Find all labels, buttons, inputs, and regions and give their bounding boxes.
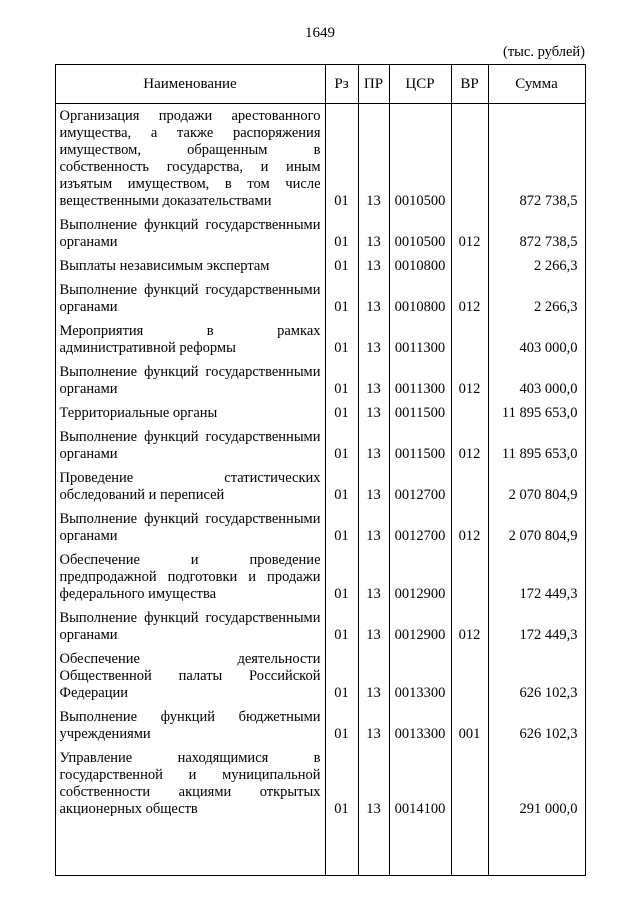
cell-sum: 172 449,3 (488, 606, 585, 647)
cell-sum: 2 266,3 (488, 278, 585, 319)
cell-csr: 0010800 (389, 278, 451, 319)
cell-rz: 01 (325, 548, 358, 606)
table-row (55, 606, 585, 647)
cell-csr: 0011300 (389, 360, 451, 401)
table-row (55, 705, 585, 746)
table-row (55, 213, 585, 254)
cell-sum: 403 000,0 (488, 319, 585, 360)
cell-csr: 0010800 (389, 254, 451, 278)
cell-sum: 2 070 804,9 (488, 507, 585, 548)
cell-name: Выполнение функций государственными органами (55, 606, 325, 647)
cell-pr: 13 (358, 319, 389, 360)
cell-pr: 13 (358, 401, 389, 425)
cell-rz: 01 (325, 647, 358, 705)
cell-csr: 0013300 (389, 647, 451, 705)
cell-pr: 13 (358, 705, 389, 746)
cell-pr: 13 (358, 278, 389, 319)
page-number: 1649 (305, 25, 335, 41)
cell-vr: 012 (451, 606, 488, 647)
table-row (55, 401, 585, 425)
cell-rz: 01 (325, 425, 358, 466)
cell-rz: 01 (325, 360, 358, 401)
cell-name: Выполнение функций государственными органами (55, 507, 325, 548)
cell-sum: 626 102,3 (488, 705, 585, 746)
cell-pr: 13 (358, 507, 389, 548)
cell-pr: 13 (358, 548, 389, 606)
cell-name: Выполнение функций государственными органами (55, 425, 325, 466)
budget-table (55, 64, 586, 876)
table-row (55, 319, 585, 360)
cell-rz: 01 (325, 254, 358, 278)
cell-pr: 13 (358, 746, 389, 821)
table-row (55, 548, 585, 606)
cell-vr (451, 466, 488, 507)
column-header-vr: ВР (451, 65, 488, 104)
cell-csr: 0012900 (389, 548, 451, 606)
cell-csr: 0012700 (389, 466, 451, 507)
cell-name: Организация продажи арестованного имущества, а также распоряжения имуществом, обращенным в собственность государства, и иным изъятым имуществом, в том числе вещественными доказательствами (55, 104, 325, 214)
cell-name: Выплаты независимым экспертам (55, 254, 325, 278)
cell-csr: 0010500 (389, 104, 451, 214)
table-row (55, 104, 585, 214)
cell-csr: 0011300 (389, 319, 451, 360)
cell-name: Выполнение функций бюджетными учреждениями (55, 705, 325, 746)
cell-vr (451, 254, 488, 278)
cell-sum: 172 449,3 (488, 548, 585, 606)
cell-pr: 13 (358, 466, 389, 507)
cell-vr: 012 (451, 507, 488, 548)
cell-sum: 626 102,3 (488, 647, 585, 705)
cell-sum: 291 000,0 (488, 746, 585, 821)
cell-vr: 012 (451, 425, 488, 466)
column-header-rz: Рз (325, 65, 358, 104)
cell-rz: 01 (325, 606, 358, 647)
cell-sum: 872 738,5 (488, 104, 585, 214)
table-row (55, 466, 585, 507)
table-row (55, 360, 585, 401)
table-row (55, 278, 585, 319)
cell-vr (451, 104, 488, 214)
table-row (55, 647, 585, 705)
cell-rz: 01 (325, 104, 358, 214)
cell-pr: 13 (358, 104, 389, 214)
cell-csr: 0010500 (389, 213, 451, 254)
cell-sum: 11 895 653,0 (488, 401, 585, 425)
cell-rz: 01 (325, 213, 358, 254)
cell-rz: 01 (325, 705, 358, 746)
cell-sum: 403 000,0 (488, 360, 585, 401)
units-note: (тыс. рублей) (503, 44, 585, 60)
cell-name: Мероприятия в рамках административной реформы (55, 319, 325, 360)
cell-sum: 2 266,3 (488, 254, 585, 278)
cell-pr: 13 (358, 606, 389, 647)
column-header-csr: ЦСР (389, 65, 451, 104)
column-header-pr: ПР (358, 65, 389, 104)
cell-sum: 11 895 653,0 (488, 425, 585, 466)
cell-rz: 01 (325, 746, 358, 821)
cell-vr: 001 (451, 705, 488, 746)
cell-rz: 01 (325, 319, 358, 360)
cell-vr: 012 (451, 213, 488, 254)
cell-pr: 13 (358, 213, 389, 254)
cell-csr: 0012900 (389, 606, 451, 647)
cell-name: Выполнение функций государственными органами (55, 360, 325, 401)
cell-vr (451, 319, 488, 360)
cell-name: Проведение статистических обследований и переписей (55, 466, 325, 507)
cell-csr: 0013300 (389, 705, 451, 746)
cell-name: Территориальные органы (55, 401, 325, 425)
cell-csr: 0011500 (389, 401, 451, 425)
cell-name: Выполнение функций государственными органами (55, 278, 325, 319)
column-header-sum: Сумма (488, 65, 585, 104)
cell-csr: 0014100 (389, 746, 451, 821)
cell-pr: 13 (358, 425, 389, 466)
cell-vr: 012 (451, 278, 488, 319)
cell-vr (451, 746, 488, 821)
cell-vr: 012 (451, 360, 488, 401)
cell-sum: 872 738,5 (488, 213, 585, 254)
cell-rz: 01 (325, 466, 358, 507)
cell-vr (451, 647, 488, 705)
cell-pr: 13 (358, 254, 389, 278)
cell-sum: 2 070 804,9 (488, 466, 585, 507)
cell-name: Обеспечение деятельности Общественной палаты Российской Федерации (55, 647, 325, 705)
cell-name: Обеспечение и проведение предпродажной подготовки и продажи федерального имущества (55, 548, 325, 606)
table-row (55, 746, 585, 821)
cell-name: Управление находящимися в государственной и муниципальной собственности акциями открытых акционерных обществ (55, 746, 325, 821)
cell-rz: 01 (325, 278, 358, 319)
column-header-name: Наименование (55, 65, 325, 104)
cell-csr: 0011500 (389, 425, 451, 466)
table-header-row (55, 65, 585, 104)
cell-pr: 13 (358, 360, 389, 401)
cell-vr (451, 548, 488, 606)
table-filler-row (55, 821, 585, 876)
table-row (55, 507, 585, 548)
table-row (55, 425, 585, 466)
cell-name: Выполнение функций государственными органами (55, 213, 325, 254)
cell-rz: 01 (325, 507, 358, 548)
cell-rz: 01 (325, 401, 358, 425)
cell-vr (451, 401, 488, 425)
cell-pr: 13 (358, 647, 389, 705)
table-row (55, 254, 585, 278)
cell-csr: 0012700 (389, 507, 451, 548)
